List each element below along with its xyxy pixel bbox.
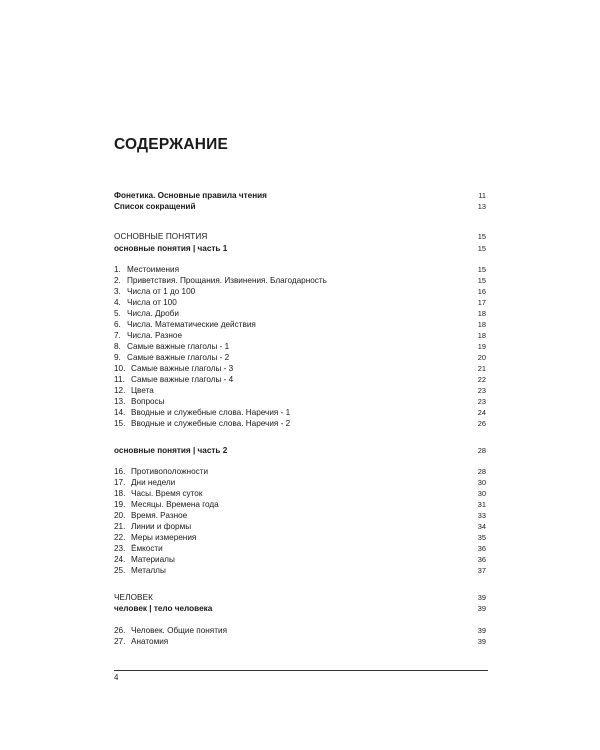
item-page: 30 (477, 478, 486, 487)
section-page: 15 (477, 232, 486, 241)
item-page: 35 (477, 533, 486, 542)
footer-rule (114, 670, 488, 671)
item-page: 17 (477, 298, 486, 307)
section-heading (114, 231, 486, 242)
item-page: 18 (477, 309, 486, 318)
item-number: 20. (114, 511, 126, 520)
item-number: 3. (114, 287, 121, 296)
item-text: Дни недели (131, 478, 176, 487)
toc-item (114, 308, 486, 319)
item-text: Линии и формы (131, 522, 192, 531)
item-number: 23. (114, 544, 126, 553)
item-page: 20 (477, 353, 486, 362)
toc-item (114, 499, 486, 510)
item-number: 12. (114, 386, 126, 395)
item-number: 2. (114, 276, 121, 285)
item-text: Самые важные глаголы - 1 (127, 342, 230, 351)
section-title: ЧЕЛОВЕК (114, 593, 154, 602)
item-text: Числа от 100 (127, 298, 177, 307)
item-number: 7. (114, 331, 121, 340)
item-text: Меры измерения (131, 533, 197, 542)
part-heading (114, 445, 486, 456)
item-page: 30 (477, 489, 486, 498)
toc-item (114, 625, 486, 636)
item-page: 24 (477, 408, 486, 417)
toc-entry (114, 190, 486, 201)
toc-item (114, 297, 486, 308)
item-number: 18. (114, 489, 126, 498)
toc-item (114, 352, 486, 363)
toc-item (114, 554, 486, 565)
item-page: 19 (477, 342, 486, 351)
entry-page: 11 (478, 191, 486, 200)
section-page: 39 (477, 593, 486, 602)
page-number: 4 (114, 673, 119, 682)
toc-item (114, 275, 486, 286)
toc-item (114, 363, 486, 374)
toc-item (114, 477, 486, 488)
item-page: 37 (477, 566, 486, 575)
entry-text: Фонетика. Основные правила чтения (114, 191, 267, 200)
entry-page: 13 (477, 202, 486, 211)
item-text: Ёмкости (131, 544, 163, 553)
item-number: 9. (114, 353, 121, 362)
item-page: 23 (477, 397, 486, 406)
item-number: 15. (114, 419, 126, 428)
section-heading (114, 592, 486, 603)
item-page: 26 (477, 419, 486, 428)
item-number: 22. (114, 533, 126, 542)
item-page: 18 (477, 331, 486, 340)
item-number: 10. (114, 364, 126, 373)
part-title: человек | тело человека (114, 604, 213, 613)
item-number: 8. (114, 342, 121, 351)
item-number: 25. (114, 566, 126, 575)
item-number: 6. (114, 320, 121, 329)
item-page: 36 (477, 555, 486, 564)
toc-item (114, 488, 486, 499)
item-number: 14. (114, 408, 126, 417)
toc-item (114, 532, 486, 543)
toc-item (114, 543, 486, 554)
item-page: 18 (477, 320, 486, 329)
entry-text: Список сокращений (114, 202, 196, 211)
toc-item (114, 521, 486, 532)
item-page: 39 (477, 637, 486, 646)
toc-item (114, 286, 486, 297)
item-text: Человек. Общие понятия (131, 626, 227, 635)
toc-item (114, 396, 486, 407)
item-number: 21. (114, 522, 126, 531)
item-page: 31 (477, 500, 486, 509)
toc-item (114, 466, 486, 477)
toc-entry (114, 201, 486, 212)
item-page: 21 (477, 364, 486, 373)
item-text: Время. Разное (131, 511, 188, 520)
item-text: Самые важные глаголы - 4 (131, 375, 234, 384)
item-page: 34 (477, 522, 486, 531)
item-text: Анатомия (131, 637, 169, 646)
item-text: Числа. Математические действия (127, 320, 256, 329)
item-number: 1. (114, 265, 121, 274)
toc-item (114, 636, 486, 647)
item-text: Вопросы (131, 397, 165, 406)
item-text: Числа. Дроби (127, 309, 179, 318)
item-text: Числа. Разное (127, 331, 183, 340)
part-page: 39 (477, 604, 486, 613)
item-page: 36 (477, 544, 486, 553)
item-text: Металлы (131, 566, 166, 575)
toc-item (114, 330, 486, 341)
item-text: Часы. Время суток (131, 489, 203, 498)
item-text: Самые важные глаголы - 2 (127, 353, 230, 362)
part-title: основные понятия | часть 2 (114, 446, 228, 455)
item-number: 17. (114, 478, 126, 487)
item-page: 15 (477, 276, 486, 285)
item-page: 23 (477, 386, 486, 395)
item-text: Месяцы. Времена года (131, 500, 219, 509)
item-text: Вводные и служебные слова. Наречия - 1 (131, 408, 291, 417)
item-number: 5. (114, 309, 121, 318)
item-number: 26. (114, 626, 126, 635)
part-page: 28 (477, 446, 486, 455)
item-number: 19. (114, 500, 126, 509)
item-number: 16. (114, 467, 126, 476)
toc-item (114, 264, 486, 275)
toc-item (114, 565, 486, 576)
item-number: 13. (114, 397, 126, 406)
item-text: Цвета (131, 386, 154, 395)
toc-item (114, 407, 486, 418)
item-number: 4. (114, 298, 121, 307)
part-page: 15 (477, 244, 486, 253)
item-page: 15 (477, 265, 486, 274)
item-page: 33 (477, 511, 486, 520)
item-number: 11. (114, 375, 125, 384)
toc-item (114, 510, 486, 521)
item-page: 39 (477, 626, 486, 635)
item-page: 28 (477, 467, 486, 476)
toc-item (114, 319, 486, 330)
item-page: 16 (477, 287, 486, 296)
part-heading (114, 243, 486, 254)
toc-item (114, 418, 486, 429)
item-text: Местоимения (127, 265, 180, 274)
item-text: Вводные и служебные слова. Наречия - 2 (131, 419, 291, 428)
item-text: Противоположности (131, 467, 209, 476)
item-text: Числа от 1 до 100 (127, 287, 196, 296)
item-text: Самые важные глаголы - 3 (131, 364, 234, 373)
item-number: 27. (114, 637, 126, 646)
item-text: Приветствия. Прощания. Извинения. Благодарность (127, 276, 327, 285)
section-title: ОСНОВНЫЕ ПОНЯТИЯ (114, 232, 208, 241)
toc-item (114, 374, 486, 385)
item-page: 22 (477, 375, 486, 384)
page-title: СОДЕРЖАНИЕ (114, 136, 229, 153)
part-heading (114, 603, 486, 614)
part-title: основные понятия | часть 1 (114, 244, 228, 253)
toc-item (114, 341, 486, 352)
toc-item (114, 385, 486, 396)
item-text: Материалы (131, 555, 175, 564)
item-number: 24. (114, 555, 126, 564)
